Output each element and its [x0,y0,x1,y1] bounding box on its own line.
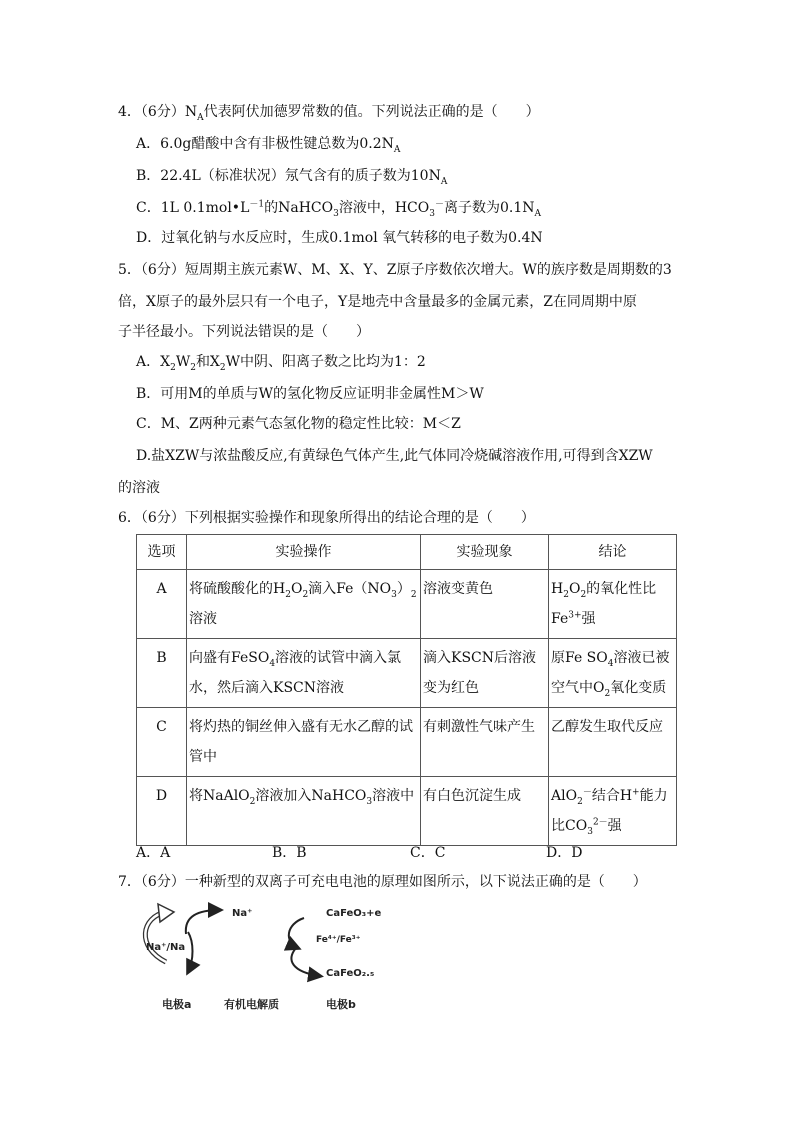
row-operation: 将NaAlO$_2$溶液加入NaHCO$_3$溶液中 [187,777,421,846]
header-operation: 实验操作 [187,535,421,570]
question-6-answer-choices [136,842,676,862]
row-key: C [137,708,187,777]
header-option: 选项 [137,535,187,570]
question-5-stem-line-1: 5．（6分）短周期主族元素W、M、X、Y、Z原子序数依次增大。W的族序数是周期数的3 [118,262,672,278]
table-row [137,639,677,708]
question-4-option-c: C．1L $0.1mol•L^{-1}$的NaHCO$_3$溶液中，$HCO_3^-$离子数为$0.1N_A$ [136,199,542,219]
na-ion-label: Na⁺ [232,908,253,919]
electrode-a-label: 电极a [162,998,192,1011]
question-5-stem-line-2: 倍，X原子的最外层只有一个电子，Y是地壳中含量最多的金属元素，Z在同周期中原 [118,294,637,310]
table-row [137,777,677,846]
question-5-option-a: A．$X_2W_2$和$X_2W$中阴、阳离子数之比均为1：2 [136,354,426,373]
table-header-row [137,535,677,570]
question-4-stem: 4．（6分）$N_A$代表阿伏加德罗常数的值。下列说法正确的是（ ） [118,104,540,123]
electrode-b-arrow-upper [289,918,304,948]
fe-couple-label: Fe⁴⁺/Fe³⁺ [316,935,361,945]
na-couple-label: Na⁺/Na [146,942,186,953]
row-key: A [137,570,187,639]
question-4-option-d: D．过氧化钠与水反应时，生成0.1mol 氧气转移的电子数为0.4N [136,230,543,246]
answer-choice-a: A．A [136,845,171,861]
question-4-option-a: A．6.0g醋酸中含有非极性键总数为$0.2N_A$ [136,136,401,155]
table-row [137,708,677,777]
experiment-table [136,534,677,846]
battery-diagram [136,902,386,1020]
cafeo25-label: CaFeO₂.₅ [326,968,375,979]
row-phenomenon: 滴入KSCN后溶液变为红色 [421,639,549,708]
table-row [137,570,677,639]
question-5-option-d-line-1: D.盐XZW与浓盐酸反应,有黄绿色气体产生,此气体同冷烧碱溶液作用,可得到含XZW [136,448,653,464]
answer-choice-d: D．D [546,845,583,861]
question-5-stem-line-3: 子半径最小。下列说法错误的是（ ） [118,324,370,340]
row-phenomenon: 溶液变黄色 [421,570,549,639]
row-phenomenon: 有刺激性气味产生 [421,708,549,777]
question-5-option-b: B．可用M的单质与W的氢化物反应证明非金属性M＞W [136,386,484,402]
row-operation: 向盛有FeSO$_4$溶液的试管中滴入氯水，然后滴入KSCN溶液 [187,639,421,708]
electrode-b-arrow-lower [291,948,320,976]
question-5-option-c: C．M、Z两种元素气态氢化物的稳定性比较：M＜Z [136,416,461,432]
cafeo3-label: CaFeO₃+e [326,908,382,919]
row-conclusion: $H_2O_2$的氧化性比$Fe^{3+}$强 [549,570,677,639]
row-key: B [137,639,187,708]
electrolyte-label: 有机电解质 [224,998,279,1011]
electrode-a-arrowhead [158,904,174,922]
row-conclusion: AlO$_2$－结合H+能力比$CO_3^{2-}$强 [549,777,677,846]
question-6-stem: 6．（6分）下列根据实验操作和现象所得出的结论合理的是（ ） [118,510,535,526]
question-4-option-b: B．22.4L（标准状况）氖气含有的质子数为$10N_A$ [136,168,448,187]
question-7-stem: 7．（6分）一种新型的双离子可充电电池的原理如图所示，以下说法正确的是（ ） [118,874,647,890]
electrode-b-label: 电极b [326,998,356,1011]
answer-choice-b: B．B [272,845,307,861]
row-operation: 将硫酸酸化的$H_2O_2$滴入$Fe(NO_3)_2$溶液 [187,570,421,639]
na-ion-arrow [186,910,220,934]
header-conclusion: 结论 [549,535,677,570]
row-conclusion: 原Fe $SO_4$溶液已被空气中$O_2$氧化变质 [549,639,677,708]
row-operation: 将灼热的铜丝伸入盛有无水乙醇的试管中 [187,708,421,777]
header-phenomenon: 实验现象 [421,535,549,570]
na-return-arrow [188,932,193,972]
answer-choice-c: C．C [410,845,446,861]
row-key: D [137,777,187,846]
row-phenomenon: 有白色沉淀生成 [421,777,549,846]
row-conclusion: 乙醇发生取代反应 [549,708,677,777]
question-5-option-d-line-2: 的溶液 [118,480,160,496]
